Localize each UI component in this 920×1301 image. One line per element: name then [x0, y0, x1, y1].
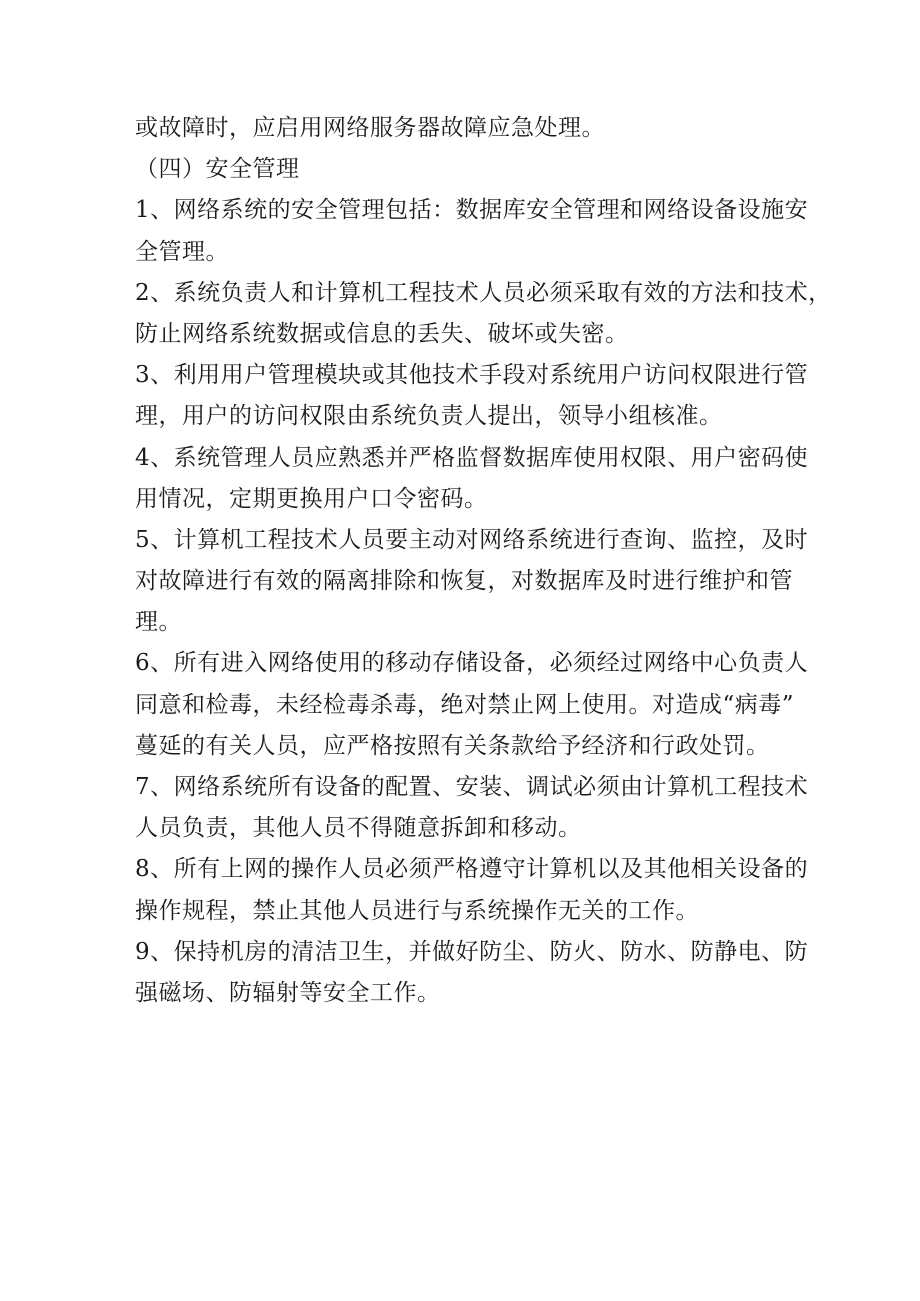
document-body	[135, 108, 832, 1014]
item-2-line-1: 2、系统负责人和计算机工程技术人员必须采取有效的方法和技术，	[135, 279, 832, 306]
item-8-line-2: 操作规程，禁止其他人员进行与系统操作无关的工作。	[135, 897, 699, 924]
paragraph-continuation-line: 或故障时，应启用网络服务器故障应急处理。	[135, 115, 605, 141]
item-7-line-1: 7、网络系统所有设备的配置、安装、调试必须由计算机工程技术	[135, 774, 809, 800]
item-4-line-2: 用情况，定期更换用户口令密码。	[135, 485, 488, 512]
item-1-line-1: 1、网络系统的安全管理包括：数据库安全管理和网络设备设施安	[135, 197, 809, 224]
item-5-line-2: 对故障进行有效的隔离排除和恢复，对数据库及时进行维护和管	[135, 568, 793, 595]
item-9-line-2: 强磁场、防辐射等安全工作。	[135, 979, 441, 1006]
section-heading: （四）安全管理	[135, 156, 300, 183]
item-4-line-1: 4、系统管理人员应熟悉并严格监督数据库使用权限、用户密码使	[135, 444, 809, 471]
item-5-line-3: 理。	[135, 609, 182, 636]
item-3-line-1: 3、利用用户管理模块或其他技术手段对系统用户访问权限进行管	[135, 362, 809, 389]
item-7-line-2: 人员负责，其他人员不得随意拆卸和移动。	[135, 815, 582, 842]
item-9-line-1: 9、保持机房的清洁卫生，并做好防尘、防火、防水、防静电、防	[135, 938, 809, 965]
item-2-line-2: 防止网络系统数据或信息的丢失、破坏或失密。	[135, 320, 629, 347]
item-6-line-1: 6、所有进入网络使用的移动存储设备，必须经过网络中心负责人	[135, 650, 809, 677]
item-1-line-2: 全管理。	[135, 238, 229, 265]
item-5-line-1: 5、计算机工程技术人员要主动对网络系统进行查询、监控，及时	[135, 526, 809, 553]
item-3-line-2: 理，用户的访问权限由系统负责人提出，领导小组核准。	[135, 403, 723, 430]
item-6-line-2: 同意和检毒，未经检毒杀毒，绝对禁止网上使用。对造成“病毒”	[135, 691, 795, 718]
item-6-line-3: 蔓延的有关人员，应严格按照有关条款给予经济和行政处罚。	[135, 732, 770, 759]
item-8-line-1: 8、所有上网的操作人员必须严格遵守计算机以及其他相关设备的	[135, 856, 809, 883]
